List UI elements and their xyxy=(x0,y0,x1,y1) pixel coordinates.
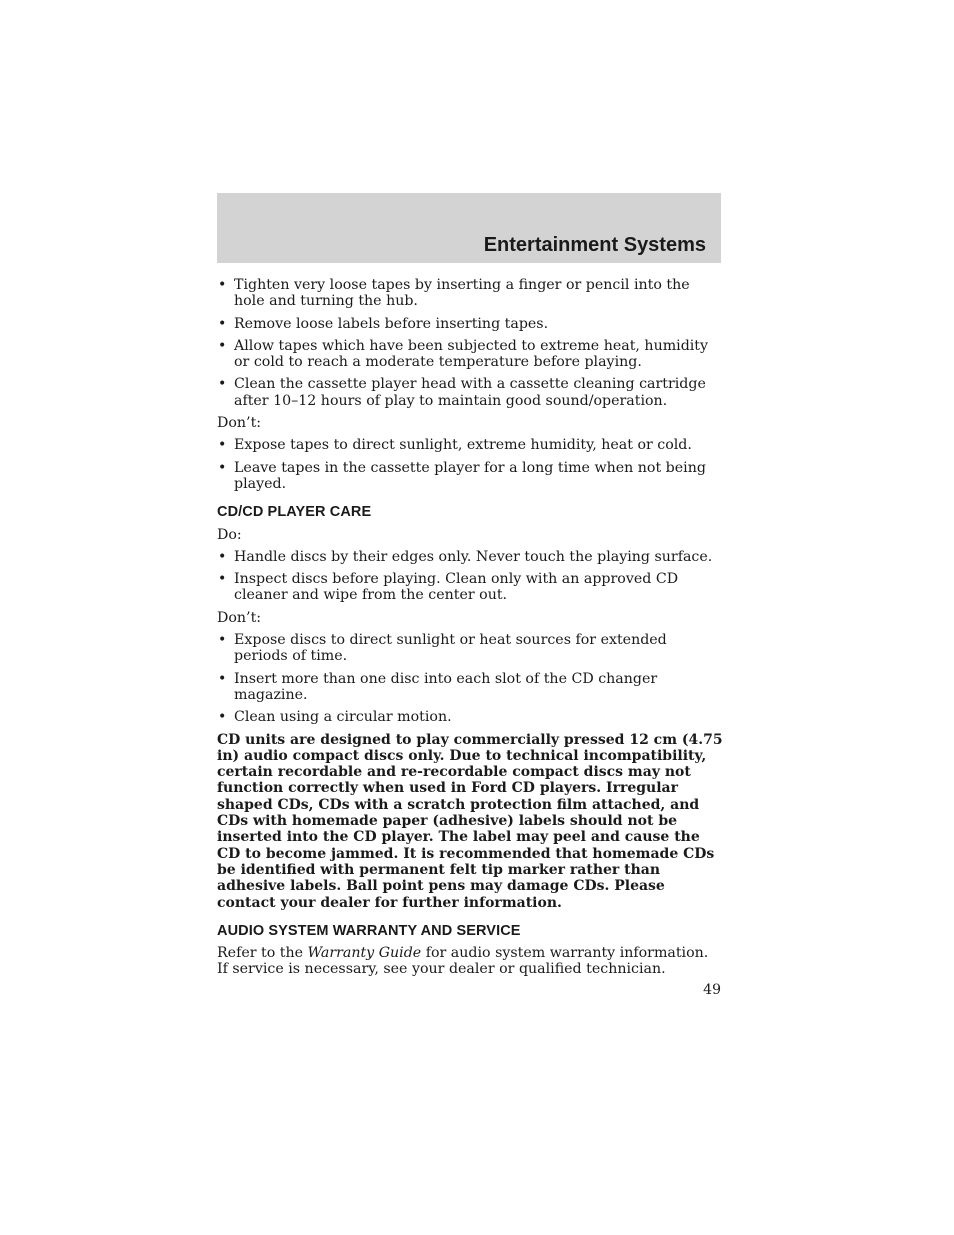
list-item-text: Clean using a circular motion. xyxy=(234,709,452,726)
header-bar xyxy=(217,193,721,263)
bullet-icon: • xyxy=(218,459,227,476)
bullet-icon: • xyxy=(218,376,227,393)
list-item-text: Clean the cassette player head with a cassette cleaning cartridge after 10–12 hours of play to maintain good sound/operation. xyxy=(234,376,706,409)
list-item xyxy=(217,671,723,704)
bullet-icon: • xyxy=(218,670,227,687)
cd-do-label: Do: xyxy=(217,526,242,543)
bullet-icon: • xyxy=(218,437,227,454)
cd-dont-list xyxy=(217,632,723,725)
list-item-text: Expose discs to direct sunlight or heat sources for extended periods of time. xyxy=(234,632,667,665)
warranty-heading: AUDIO SYSTEM WARRANTY AND SERVICE xyxy=(217,922,521,939)
bullet-icon: • xyxy=(218,337,227,354)
list-item-text: Insert more than one disc into each slot of the CD changer magazine. xyxy=(234,670,658,703)
list-item xyxy=(217,632,723,665)
cd-care-heading: CD/CD PLAYER CARE xyxy=(217,504,372,521)
bullet-icon: • xyxy=(218,315,227,332)
list-item-text: Leave tapes in the cassette player for a long time when not being played. xyxy=(234,459,706,492)
warranty-paragraph xyxy=(217,945,723,978)
bullet-icon: • xyxy=(218,277,227,293)
warranty-text-after: for audio system warranty information. If service is necessary, see your dealer or qualified technician. xyxy=(217,945,709,978)
list-item-text: Handle discs by their edges only. Never touch the playing surface. xyxy=(234,548,713,565)
cassette-dont-list xyxy=(217,437,723,492)
list-item xyxy=(217,277,723,310)
page-number: 49 xyxy=(703,982,721,998)
list-item-text: Tighten very loose tapes by inserting a finger or pencil into the hole and turning the hub. xyxy=(234,277,690,310)
list-item-text: Expose tapes to direct sunlight, extreme humidity, heat or cold. xyxy=(234,437,692,454)
cd-compatibility-note: CD units are designed to play commercially pressed 12 cm (4.75 in) audio compact discs only. Due to technical incompatibility, certain recordable and re-recordable compact discs may not function correctly when used in Ford CD players. Irregular shaped CDs, CDs with a scratch protection film attached, and CDs with homemade paper (adhesive) labels should not be inserted into the CD player. The label may peel and cause the CD to become jammed. It is recommended that homemade CDs be identified with permanent felt tip marker rather than adhesive labels. Ball point pens may damage CDs. Please contact your dealer for further information. xyxy=(217,731,723,911)
bullet-icon: • xyxy=(218,571,227,588)
cassette-dont-label: Don’t: xyxy=(217,415,262,432)
list-item xyxy=(217,709,723,725)
list-item xyxy=(217,338,723,371)
list-item xyxy=(217,437,723,453)
warranty-guide-title: Warranty Guide xyxy=(307,945,422,962)
cd-dont-label: Don’t: xyxy=(217,609,262,626)
list-item xyxy=(217,376,723,409)
list-item xyxy=(217,549,723,565)
cassette-do-list xyxy=(217,277,723,409)
list-item-text: Inspect discs before playing. Clean only with an approved CD cleaner and wipe from the center out. xyxy=(234,571,679,604)
list-item-text: Allow tapes which have been subjected to extreme heat, humidity or cold to reach a moderate temperature before playing. xyxy=(234,337,709,371)
cd-do-list xyxy=(217,549,723,604)
page-title: Entertainment Systems xyxy=(483,234,706,256)
list-item xyxy=(217,460,723,493)
list-item xyxy=(217,571,723,604)
list-item-text: Remove loose labels before inserting tapes. xyxy=(234,315,549,332)
bullet-icon: • xyxy=(218,548,227,565)
page-content xyxy=(217,277,723,984)
warranty-text-before: Refer to the xyxy=(217,945,308,962)
bullet-icon: • xyxy=(218,632,227,649)
bullet-icon: • xyxy=(218,709,227,726)
list-item xyxy=(217,316,723,332)
